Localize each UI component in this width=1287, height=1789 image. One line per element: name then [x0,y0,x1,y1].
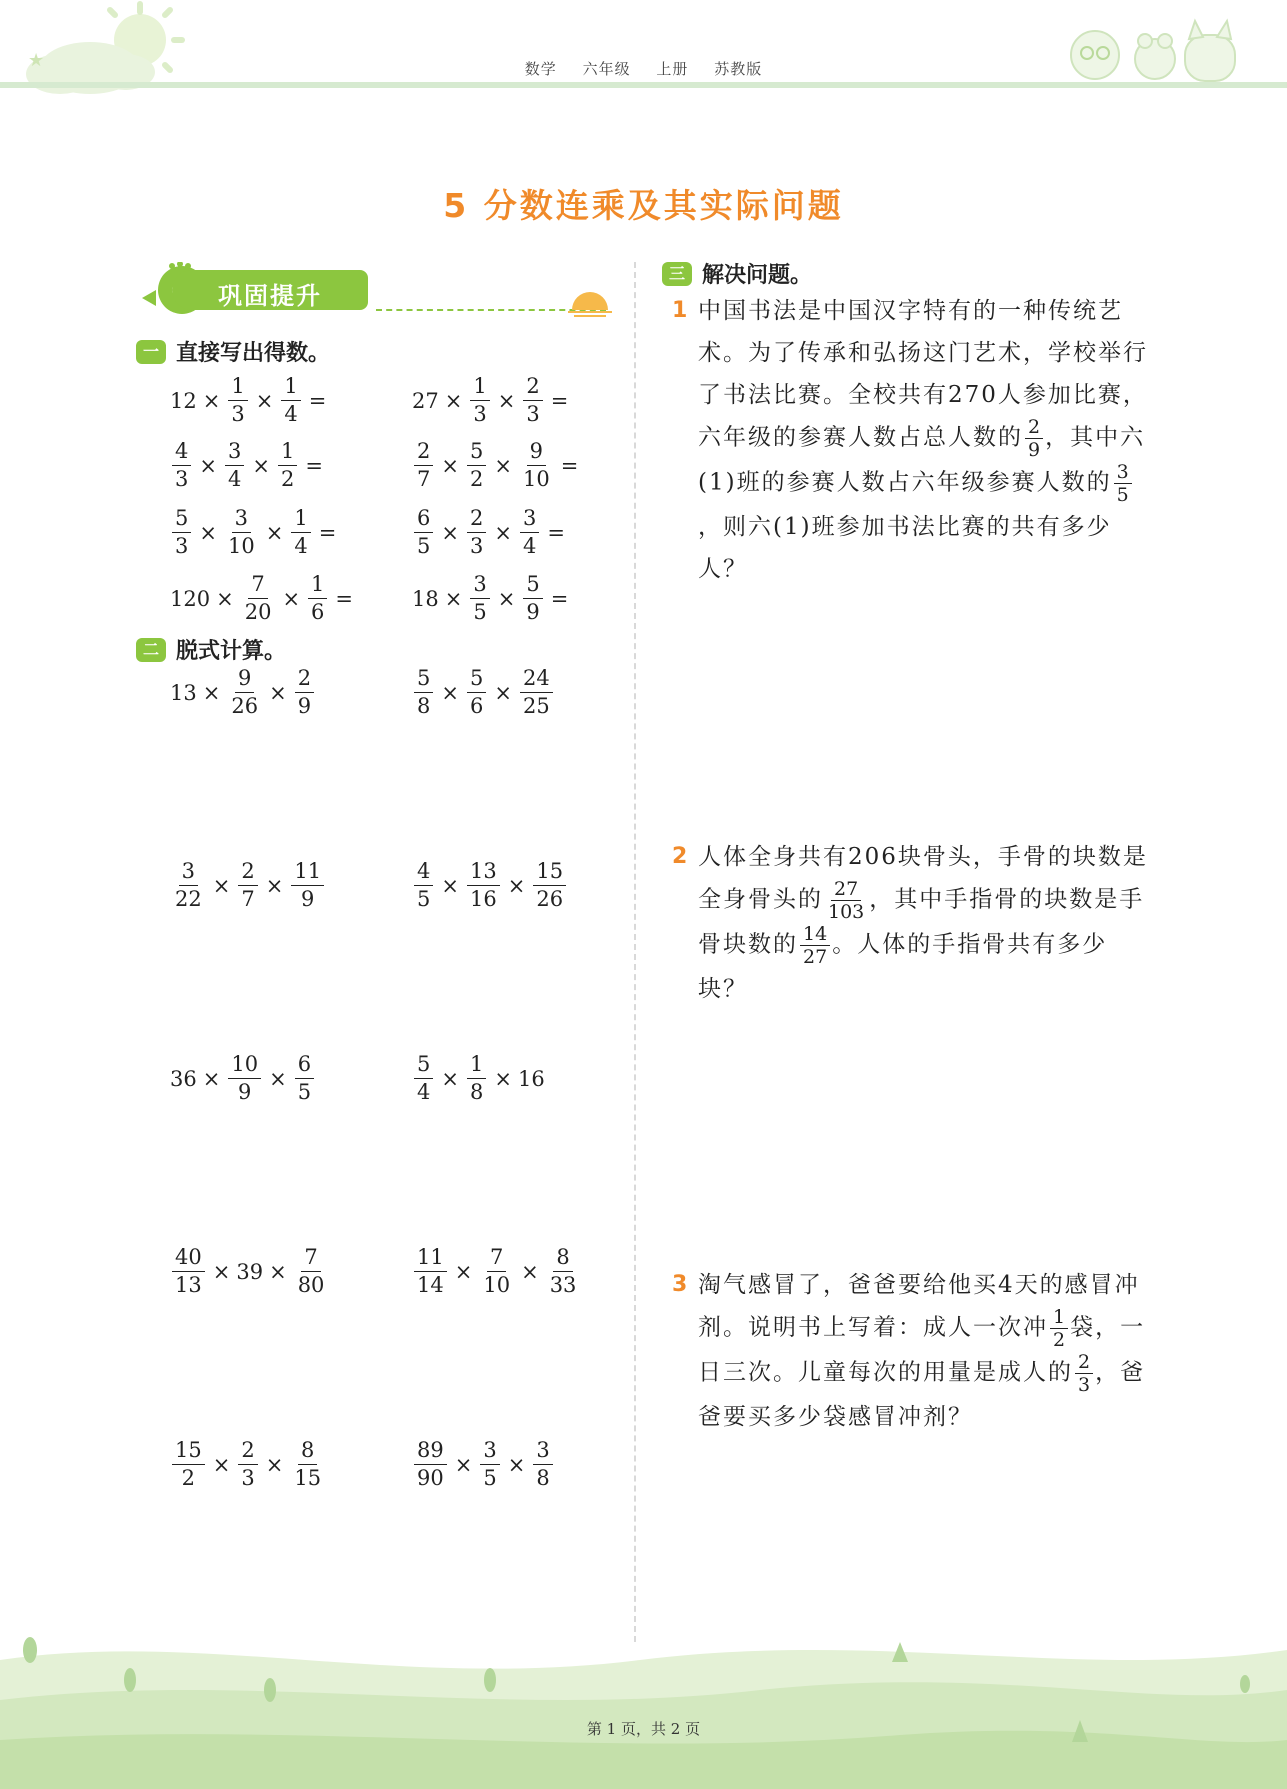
problem-number: 2 [672,844,690,869]
direct-expr-5: $\frac{5}{3}$ × $\frac{3}{10}$ × $\frac{1}{4}$ = [170,505,342,560]
fraction: $\frac{2}{3}$ [238,1437,257,1492]
fraction: $\frac{3}{5}$ [480,1437,499,1492]
section-label: 直接写出得数。 [176,341,331,366]
header-subject: 数学 [524,60,557,78]
calc-expr-3: $\frac{3}{22}$ × $\frac{2}{7}$ × $\frac{11}{9}$ [170,858,326,913]
direct-expr-4: $\frac{2}{7}$ × $\frac{5}{2}$ × $\frac{9}{10}$ = [412,438,584,493]
svg-text:★: ★ [28,50,45,71]
calc-expr-4: $\frac{4}{5}$ × $\frac{13}{16}$ × $\frac{15}{26}$ [412,858,568,913]
fraction: $\frac{1}{3}$ [470,373,489,428]
fraction: $\frac{2}{3}$ [467,505,486,560]
calc-expr-6: $\frac{5}{4}$ × $\frac{1}{8}$ × 16 [412,1051,545,1106]
page-footer: 第 1 页，共 2 页 [586,1720,701,1738]
fraction: $\frac{15}{26}$ [533,858,566,913]
fraction: $\frac{14}{27}$ [800,923,830,968]
fraction: $\frac{9}{10}$ [522,439,550,491]
direct-expr-3: $\frac{4}{3}$ × $\frac{3}{4}$ × $\frac{1}{2}$ = [170,438,329,493]
fraction: $\frac{5}{3}$ [172,505,191,560]
section-calc-heading [136,634,286,665]
direct-expr-1: 12 × $\frac{1}{3}$ × $\frac{1}{4}$ = [170,374,327,426]
fraction: $\frac{2}{9}$ [295,665,314,720]
problem-number: 3 [672,1272,690,1297]
sunrise-icon [566,290,614,320]
fraction: $\frac{3}{22}$ [175,859,202,911]
fraction: $\frac{4}{5}$ [414,858,433,913]
direct-expr-8: 18 × $\frac{3}{5}$ × $\frac{5}{9}$ = [412,572,569,624]
section-number-badge: 二 [136,638,166,662]
fraction: $\frac{5}{4}$ [414,1051,433,1106]
fraction: $\frac{1}{2}$ [278,438,297,493]
section-problems-heading [662,258,812,289]
fraction: $\frac{10}{9}$ [228,1051,261,1106]
problem-number: 1 [672,298,690,323]
section-label: 脱式计算。 [176,639,287,664]
fraction: $\frac{8}{33}$ [549,1245,577,1297]
fraction: $\frac{8}{15}$ [294,1438,322,1490]
fraction: $\frac{5}{2}$ [467,438,486,493]
fraction: $\frac{40}{13}$ [172,1244,205,1299]
fraction: $\frac{1}{4}$ [281,373,300,428]
fraction: $\frac{2}{7}$ [238,858,257,913]
fraction: $\frac{3}{4}$ [520,505,539,560]
fraction: $\frac{3}{5}$ [1114,461,1132,506]
fraction: $\frac{7}{80}$ [297,1245,325,1297]
section-direct-heading [136,336,330,367]
fraction: $\frac{2}{3}$ [1075,1351,1093,1396]
fraction: $\frac{3}{5}$ [470,571,489,626]
problem-2: 2 人体全身共有206块骨头，手骨的块数是全身骨头的 $\frac{27}{103}$ ，其中手指骨的块数是手骨块数的 $\frac{14}{27}$ 。人体的手指骨共有多少块？ [698,836,1148,1010]
section-number-badge: 一 [136,340,166,364]
problem-1: 1 中国书法是中国汉字特有的一种传统艺术。为了传承和弘扬这门艺术，学校举行了书法比赛。全校共有270人参加比赛，六年级的参赛人数占总人数的 $\frac{2}{9}$ ，其中六(1)班的参赛人数占六年级参赛人数的 $\frac{3}{5}$ ，则六(1)班参加书法比赛的共有多少人？ [698,290,1148,590]
footer-hills-decoration [0,1620,1287,1789]
calc-expr-9: $\frac{15}{2}$ × $\frac{2}{3}$ × $\frac{8}{15}$ [170,1437,326,1492]
fraction: $\frac{5}{6}$ [467,665,486,720]
fraction: $\frac{2}{3}$ [523,373,542,428]
fraction: $\frac{1}{6}$ [308,571,327,626]
page-title: 5 分数连乘及其实际问题 [443,186,844,225]
direct-expr-6: $\frac{6}{5}$ × $\frac{2}{3}$ × $\frac{3}{4}$ = [412,505,571,560]
fraction: $\frac{6}{5}$ [414,505,433,560]
fraction: $\frac{7}{20}$ [244,572,272,624]
header-volume: 上册 [656,60,689,78]
fraction: $\frac{27}{103}$ [828,878,865,923]
column-divider [634,262,636,1642]
fraction: $\frac{3}{10}$ [227,506,255,558]
calc-expr-5: 36 × $\frac{10}{9}$ × $\frac{6}{5}$ [170,1051,316,1106]
calc-expr-10: $\frac{89}{90}$ × $\frac{3}{5}$ × $\frac{3}{8}$ [412,1437,555,1492]
fraction: $\frac{24}{25}$ [520,665,553,720]
banner-label: 巩固提升 [218,282,322,310]
header-edition: 苏教版 [714,60,763,78]
fraction: $\frac{11}{14}$ [414,1244,447,1299]
problem-3: 3 淘气感冒了，爸爸要给他买4天的感冒冲剂。说明书上写着：成人一次冲 $\frac{1}{2}$ 袋，一日三次。儿童每次的用量是成人的 $\frac{2}{3}$ ，爸爸要买多少袋感冒冲剂？ [698,1264,1148,1438]
section-number-badge: 三 [662,262,692,286]
calc-expr-8: $\frac{11}{14}$ × $\frac{7}{10}$ × $\frac{8}{33}$ [412,1244,581,1299]
calc-expr-7: $\frac{40}{13}$ × 39 × $\frac{7}{80}$ [170,1244,329,1299]
calc-expr-2: $\frac{5}{8}$ × $\frac{5}{6}$ × $\frac{24}{25}$ [412,665,555,720]
header-grade: 六年级 [582,60,631,78]
fraction: $\frac{3}{8}$ [533,1437,552,1492]
fraction: $\frac{11}{9}$ [291,858,324,913]
header-rule [0,82,1287,88]
fraction: $\frac{5}{8}$ [414,665,433,720]
fraction: $\frac{6}{5}$ [295,1051,314,1106]
direct-expr-2: 27 × $\frac{1}{3}$ × $\frac{2}{3}$ = [412,374,569,426]
section-label: 解决问题。 [702,263,813,288]
fraction: $\frac{9}{26}$ [231,666,259,718]
fraction: $\frac{1}{3}$ [228,373,247,428]
fraction: $\frac{15}{2}$ [172,1437,205,1492]
fraction: $\frac{13}{16}$ [467,858,500,913]
calc-expr-1: 13 × $\frac{9}{26}$ × $\frac{2}{9}$ [170,665,316,720]
fraction: $\frac{2}{7}$ [414,438,433,493]
fraction: $\frac{2}{9}$ [1025,416,1043,461]
fraction: $\frac{3}{4}$ [225,438,244,493]
fraction: $\frac{7}{10}$ [483,1245,511,1297]
fraction: $\frac{1}{8}$ [467,1051,486,1106]
fraction: $\frac{1}{4}$ [291,505,310,560]
fraction: $\frac{4}{3}$ [172,438,191,493]
fraction: $\frac{1}{2}$ [1050,1306,1068,1351]
direct-expr-7: 120 × $\frac{7}{20}$ × $\frac{1}{6}$ = [170,572,354,624]
section-banner [136,262,614,322]
page-header [0,58,1287,79]
fraction: $\frac{5}{9}$ [523,571,542,626]
fraction: $\frac{89}{90}$ [414,1437,447,1492]
